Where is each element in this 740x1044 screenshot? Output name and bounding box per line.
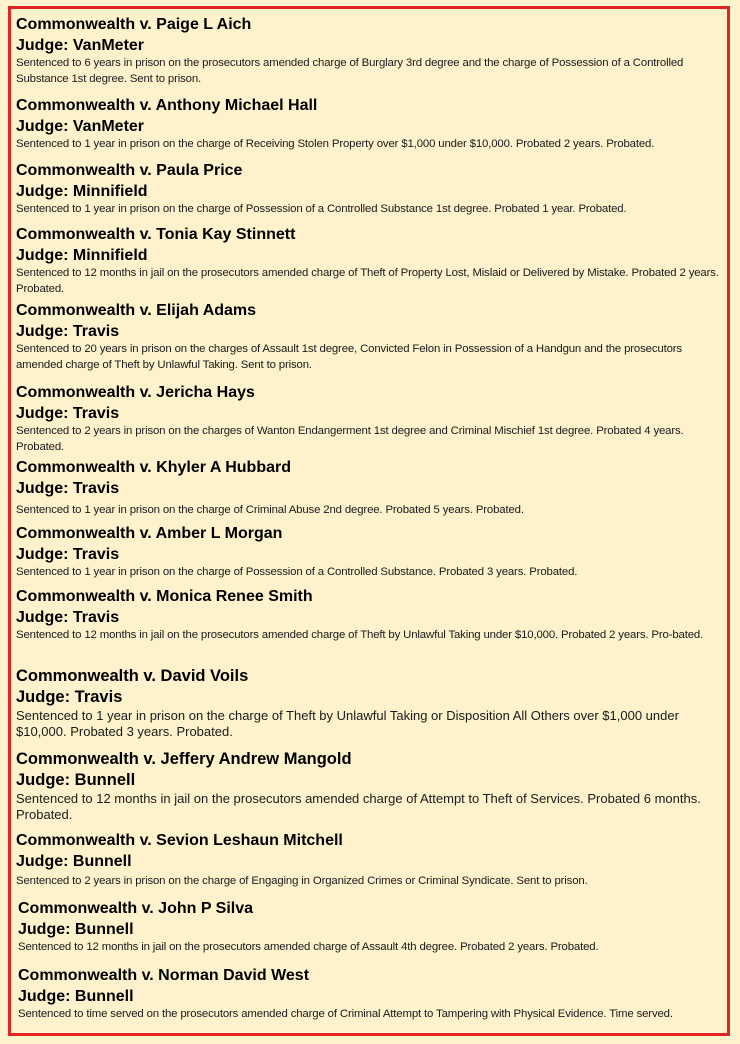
- case-title: Commonwealth v. Tonia Kay Stinnett: [16, 226, 296, 243]
- case-entry: [16, 224, 724, 297]
- case-judge: Judge: Bunnell: [18, 988, 134, 1005]
- case-entry: [18, 898, 726, 956]
- case-judge: Judge: Bunnell: [18, 921, 134, 938]
- case-judge: Judge: Travis: [16, 609, 120, 626]
- case-title: Commonwealth v. Norman David West: [18, 967, 310, 984]
- case-sentence: Sentenced to 2 years in prison on the charge of Engaging in Organized Crimes or Criminal Syndicate. Sent to prison.: [16, 875, 588, 887]
- case-judge: Judge: Bunnell: [16, 853, 132, 870]
- case-title: Commonwealth v. Khyler A Hubbard: [16, 459, 291, 476]
- case-title: Commonwealth v. John P Silva: [18, 900, 254, 917]
- case-judge: Judge: VanMeter: [16, 37, 145, 54]
- case-sentence: Sentenced to 1 year in prison on the charge of Possession of a Controlled Substance. Probated 3 years. Probated.: [16, 566, 578, 578]
- case-sentence: Sentenced to 1 year in prison on the charge of Criminal Abuse 2nd degree. Probated 5 years. Probated.: [16, 504, 524, 516]
- case-judge: Judge: Minnifield: [16, 247, 148, 264]
- case-entry: [16, 457, 724, 519]
- case-title: Commonwealth v. Paige L Aich: [16, 16, 252, 33]
- case-sentence: Sentenced to 12 months in jail on the prosecutors amended charge of Theft by Unlawful Taking under $10,000. Probated 2 years. Pro-bated.: [16, 629, 704, 641]
- case-title: Commonwealth v. David Voils: [16, 667, 249, 685]
- case-title: Commonwealth v. Monica Renee Smith: [16, 588, 313, 605]
- case-title: Commonwealth v. Anthony Michael Hall: [16, 97, 318, 114]
- case-judge: Judge: Travis: [16, 323, 120, 340]
- case-sentence: Sentenced to 1 year in prison on the charge of Possession of a Controlled Substance 1st degree. Probated 1 year. Probated.: [16, 203, 627, 215]
- case-sentence: Sentenced to 12 months in jail on the prosecutors amended charge of Attempt to Theft of Services. Probated 6 months. Probated.: [16, 791, 701, 822]
- case-judge: Judge: Travis: [16, 405, 120, 422]
- case-sentence: Sentenced to 2 years in prison on the charges of Wanton Endangerment 1st degree and Criminal Mischief 1st degree. Probated 4 years. Probated.: [16, 425, 684, 453]
- case-entry: [16, 160, 724, 218]
- case-entry: [16, 666, 724, 740]
- case-judge: Judge: VanMeter: [16, 118, 145, 135]
- case-entry: [18, 965, 726, 1023]
- case-title: Commonwealth v. Amber L Morgan: [16, 525, 283, 542]
- case-sentence: Sentenced to time served on the prosecutors amended charge of Criminal Attempt to Tampering with Physical Evidence. Time served.: [18, 1008, 673, 1020]
- case-entry: [16, 300, 724, 373]
- case-sentence: Sentenced to 12 months in jail on the prosecutors amended charge of Assault 4th degree. Probated 2 years. Probated.: [18, 941, 599, 953]
- case-judge: Judge: Bunnell: [16, 771, 136, 789]
- case-sentence: Sentenced to 1 year in prison on the charge of Receiving Stolen Property over $1,000 under $10,000. Probated 2 years. Probated.: [16, 138, 655, 150]
- case-entry: [16, 382, 724, 455]
- case-sentence: Sentenced to 1 year in prison on the charge of Theft by Unlawful Taking or Disposition All Others over $1,000 under $10,000. Probated 3 years. Probated.: [16, 708, 679, 739]
- case-title: Commonwealth v. Elijah Adams: [16, 302, 257, 319]
- case-title: Commonwealth v. Jeffery Andrew Mangold: [16, 750, 352, 768]
- case-judge: Judge: Travis: [16, 546, 120, 563]
- case-entry: [16, 14, 724, 87]
- case-sentence: Sentenced to 6 years in prison on the prosecutors amended charge of Burglary 3rd degree and the charge of Possession of a Controlled Substance 1st degree. Sent to prison.: [16, 57, 684, 85]
- case-judge: Judge: Travis: [16, 688, 123, 706]
- case-entry: [16, 830, 724, 890]
- case-entry: [16, 523, 724, 581]
- case-title: Commonwealth v. Paula Price: [16, 162, 243, 179]
- case-entry: [16, 749, 724, 823]
- case-sentence: Sentenced to 20 years in prison on the charges of Assault 1st degree, Convicted Felon in Possession of a Handgun and the prosecutors amended charge of Theft by Unlawful Taking. Sent to prison.: [16, 343, 682, 371]
- case-title: Commonwealth v. Sevion Leshaun Mitchell: [16, 832, 343, 849]
- case-title: Commonwealth v. Jericha Hays: [16, 384, 255, 401]
- case-judge: Judge: Travis: [16, 480, 120, 497]
- case-entry: [16, 95, 724, 153]
- case-judge: Judge: Minnifield: [16, 183, 148, 200]
- case-entry: [16, 586, 724, 644]
- case-sentence: Sentenced to 12 months in jail on the prosecutors amended charge of Theft of Property Lost, Mislaid or Delivered by Mistake. Probated 2 years. Probated.: [16, 267, 719, 295]
